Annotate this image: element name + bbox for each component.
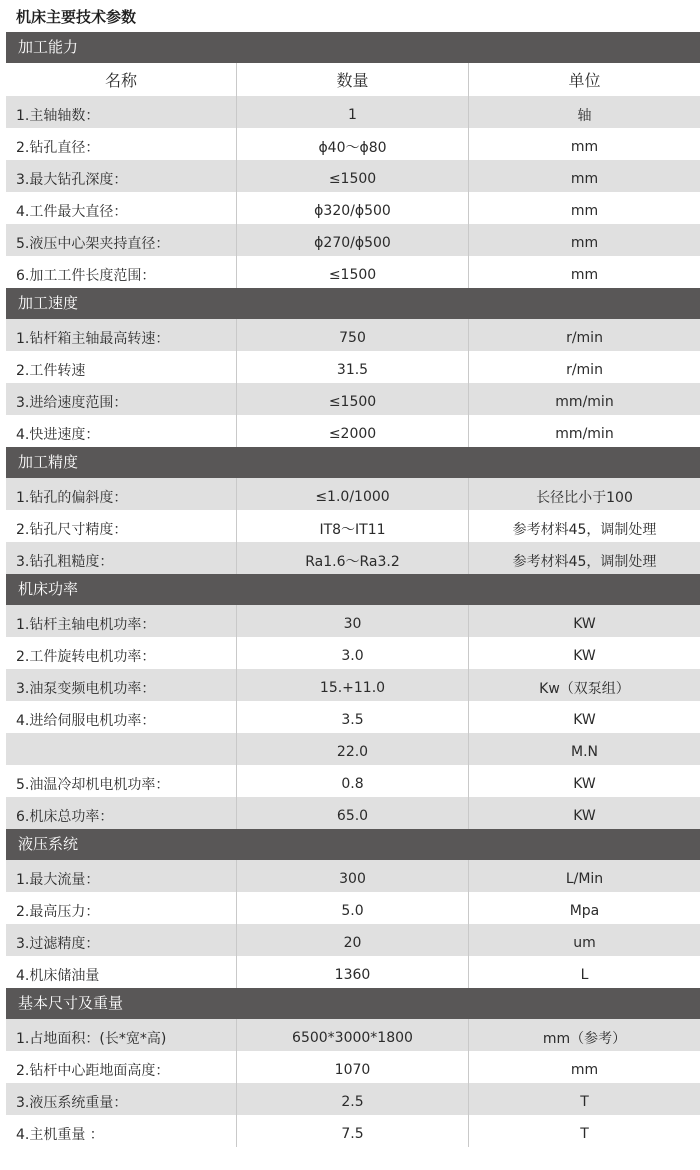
unit-cell: mm bbox=[570, 235, 599, 251]
table-row bbox=[6, 924, 700, 956]
parameter-name-cell: 3.最大钻孔深度： bbox=[6, 160, 237, 192]
unit-cell: L/Min bbox=[565, 871, 604, 887]
quantity-cell: IT8～IT11 bbox=[237, 510, 469, 542]
parameter-name-cell: 5.液压中心架夹持直径： bbox=[6, 224, 237, 256]
table-row bbox=[6, 1051, 700, 1083]
quantity-cell: ≤2000 bbox=[237, 415, 469, 447]
unit-cell: T bbox=[580, 1126, 589, 1142]
quantity-cell: 31.5 bbox=[237, 351, 469, 383]
unit-cell: mm/min bbox=[555, 426, 614, 442]
unit-cell: 参考材料45，调制处理 bbox=[512, 522, 657, 538]
table-row bbox=[6, 542, 700, 574]
parameter-name-cell: 1.最大流量： bbox=[6, 860, 237, 892]
quantity-cell: 2.5 bbox=[237, 1083, 469, 1115]
unit-cell: mm bbox=[570, 139, 599, 155]
table-row bbox=[6, 701, 700, 733]
unit-cell: KW bbox=[573, 808, 596, 824]
quantity-cell: 1360 bbox=[237, 956, 469, 988]
unit-cell: r/min bbox=[566, 330, 603, 346]
table-row bbox=[6, 128, 700, 160]
table-row bbox=[6, 637, 700, 669]
table-row bbox=[6, 351, 700, 383]
quantity-cell: 65.0 bbox=[237, 797, 469, 829]
table-row bbox=[6, 669, 700, 701]
table-row bbox=[6, 319, 700, 351]
table-row bbox=[6, 797, 700, 829]
unit-cell: KW bbox=[573, 648, 596, 664]
quantity-cell: 6500*3000*1800 bbox=[237, 1019, 469, 1051]
unit-cell: mm bbox=[570, 1062, 599, 1078]
table-row bbox=[6, 860, 700, 892]
table-row bbox=[6, 510, 700, 542]
unit-cell: KW bbox=[573, 712, 596, 728]
parameter-name-cell: 4.工件最大直径： bbox=[6, 192, 237, 224]
parameter-name-cell: 1.钻杆主轴电机功率： bbox=[6, 605, 237, 637]
unit-cell: M.N bbox=[570, 744, 598, 760]
column-header-row bbox=[6, 63, 700, 96]
unit-cell: L bbox=[580, 967, 589, 983]
parameter-name-cell bbox=[6, 733, 237, 765]
unit-cell: mm bbox=[570, 267, 599, 283]
column-header: 名称 bbox=[6, 63, 237, 96]
spec-table bbox=[6, 32, 700, 1147]
parameter-name-cell: 2.工件旋转电机功率： bbox=[6, 637, 237, 669]
section-header: 机床功率 bbox=[6, 574, 700, 605]
table-row bbox=[6, 1115, 700, 1147]
quantity-cell: 15.+11.0 bbox=[237, 669, 469, 701]
quantity-cell: ϕ270/ϕ500 bbox=[237, 224, 469, 256]
quantity-cell: 22.0 bbox=[237, 733, 469, 765]
parameter-name-cell: 4.进给伺服电机功率： bbox=[6, 701, 237, 733]
quantity-cell: 1070 bbox=[237, 1051, 469, 1083]
parameter-name-cell: 4.快进速度： bbox=[6, 415, 237, 447]
unit-cell: KW bbox=[573, 776, 596, 792]
quantity-cell: 300 bbox=[237, 860, 469, 892]
quantity-cell: Ra1.6～Ra3.2 bbox=[237, 542, 469, 574]
parameter-name-cell: 4.机床储油量 bbox=[6, 956, 237, 988]
section-header: 液压系统 bbox=[6, 829, 700, 860]
unit-cell: mm bbox=[570, 203, 599, 219]
unit-cell: T bbox=[580, 1094, 589, 1110]
unit-cell: um bbox=[573, 935, 596, 951]
section-header: 加工精度 bbox=[6, 447, 700, 478]
table-row bbox=[6, 765, 700, 797]
parameter-name-cell: 3.液压系统重量： bbox=[6, 1083, 237, 1115]
parameter-name-cell: 2.钻杆中心距地面高度： bbox=[6, 1051, 237, 1083]
table-row bbox=[6, 605, 700, 637]
parameter-name-cell: 1.主轴轴数： bbox=[6, 96, 237, 128]
quantity-cell: 3.0 bbox=[237, 637, 469, 669]
parameter-name-cell: 1.钻孔的偏斜度： bbox=[6, 478, 237, 510]
section-header: 加工能力 bbox=[6, 32, 700, 63]
quantity-cell: ϕ320/ϕ500 bbox=[237, 192, 469, 224]
unit-cell: mm/min bbox=[555, 394, 614, 410]
table-row bbox=[6, 96, 700, 128]
parameter-name-cell: 2.钻孔直径： bbox=[6, 128, 237, 160]
table-row bbox=[6, 1083, 700, 1115]
unit-cell: 长径比小于100 bbox=[536, 490, 633, 506]
quantity-cell: ≤1500 bbox=[237, 160, 469, 192]
quantity-cell: ϕ40～ϕ80 bbox=[237, 128, 469, 160]
quantity-cell: 20 bbox=[237, 924, 469, 956]
unit-cell: KW bbox=[573, 616, 596, 632]
parameter-name-cell: 2.钻孔尺寸精度： bbox=[6, 510, 237, 542]
table-row bbox=[6, 733, 700, 765]
parameter-name-cell: 3.油泵变频电机功率： bbox=[6, 669, 237, 701]
table-row bbox=[6, 892, 700, 924]
table-row bbox=[6, 956, 700, 988]
parameter-name-cell: 1.占地面积：(长*宽*高) bbox=[6, 1019, 237, 1051]
unit-cell: 参考材料45，调制处理 bbox=[512, 554, 657, 570]
parameter-name-cell: 6.加工工件长度范围： bbox=[6, 256, 237, 288]
quantity-cell: 7.5 bbox=[237, 1115, 469, 1147]
parameter-name-cell: 2.最高压力： bbox=[6, 892, 237, 924]
column-header: 数量 bbox=[237, 63, 469, 96]
unit-cell: Mpa bbox=[569, 903, 600, 919]
parameter-name-cell: 3.钻孔粗糙度： bbox=[6, 542, 237, 574]
unit-cell: mm（参考） bbox=[542, 1031, 627, 1047]
quantity-cell: ≤1500 bbox=[237, 256, 469, 288]
section-header: 加工速度 bbox=[6, 288, 700, 319]
unit-cell: mm bbox=[570, 171, 599, 187]
table-row bbox=[6, 224, 700, 256]
table-row bbox=[6, 256, 700, 288]
parameter-name-cell: 3.进给速度范围： bbox=[6, 383, 237, 415]
unit-cell: Kw（双泵组） bbox=[539, 681, 630, 697]
parameter-name-cell: 3.过滤精度： bbox=[6, 924, 237, 956]
quantity-cell: 750 bbox=[237, 319, 469, 351]
table-row bbox=[6, 383, 700, 415]
column-header: 单位 bbox=[568, 71, 601, 90]
parameter-name-cell: 2.工件转速 bbox=[6, 351, 237, 383]
table-row bbox=[6, 192, 700, 224]
table-row bbox=[6, 160, 700, 192]
parameter-name-cell: 1.钻杆箱主轴最高转速： bbox=[6, 319, 237, 351]
table-row bbox=[6, 478, 700, 510]
quantity-cell: ≤1500 bbox=[237, 383, 469, 415]
quantity-cell: 0.8 bbox=[237, 765, 469, 797]
table-row bbox=[6, 1019, 700, 1051]
parameter-name-cell: 6.机床总功率： bbox=[6, 797, 237, 829]
unit-cell: 轴 bbox=[577, 108, 592, 124]
quantity-cell: 3.5 bbox=[237, 701, 469, 733]
parameter-name-cell: 4.主机重量 ： bbox=[6, 1115, 237, 1147]
parameter-name-cell: 5.油温冷却机电机功率： bbox=[6, 765, 237, 797]
page-title: 机床主要技术参数 bbox=[16, 8, 137, 26]
section-header: 基本尺寸及重量 bbox=[6, 988, 700, 1019]
quantity-cell: 5.0 bbox=[237, 892, 469, 924]
unit-cell: r/min bbox=[566, 362, 603, 378]
table-row bbox=[6, 415, 700, 447]
quantity-cell: ≤1.0/1000 bbox=[237, 478, 469, 510]
quantity-cell: 30 bbox=[237, 605, 469, 637]
quantity-cell: 1 bbox=[237, 96, 469, 128]
